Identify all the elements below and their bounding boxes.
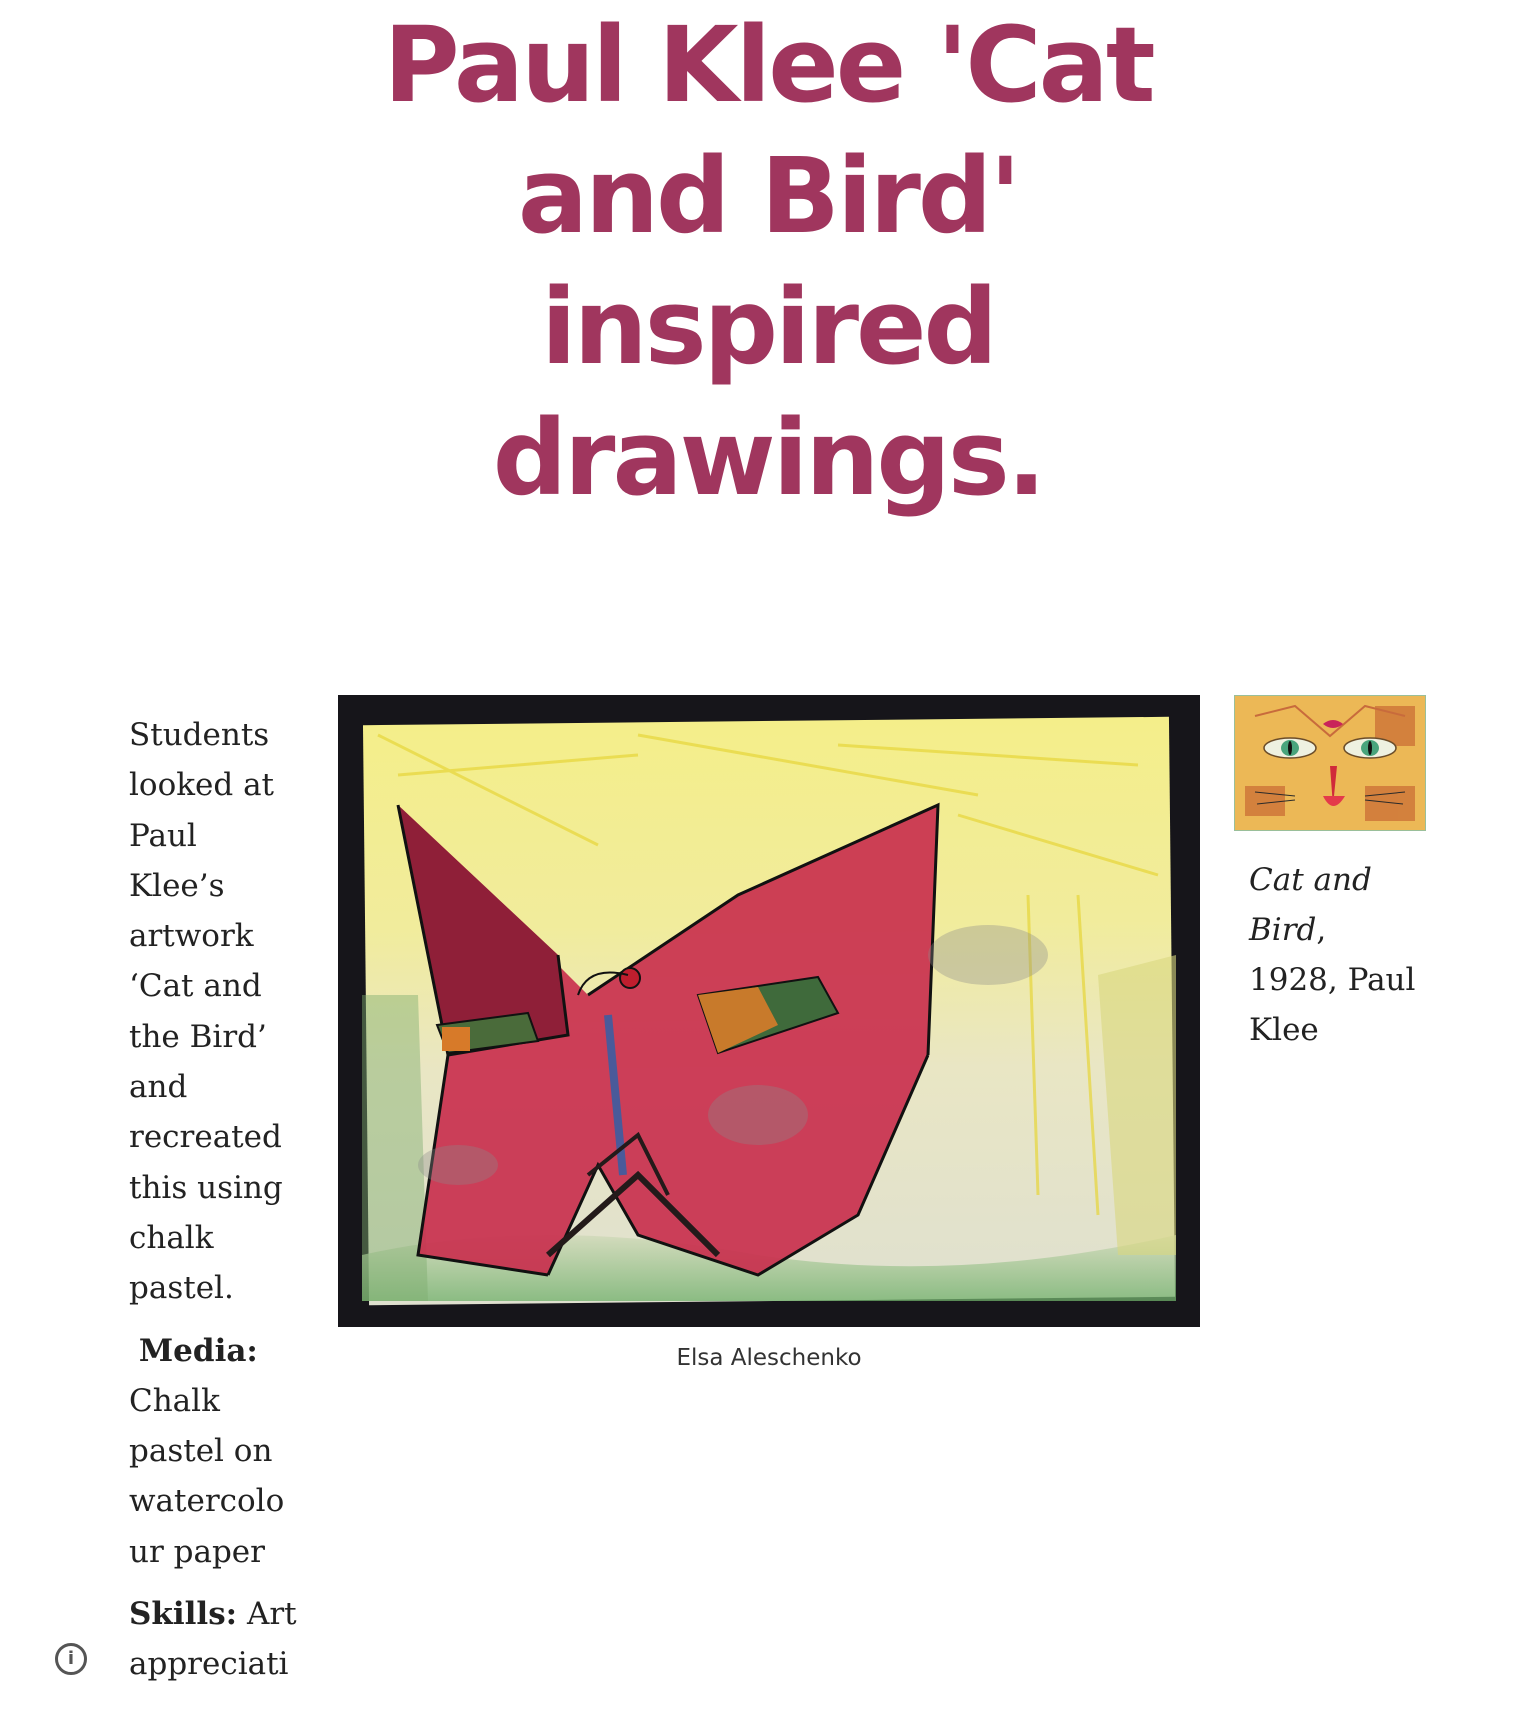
description-line: Klee’s bbox=[129, 867, 225, 904]
description-line: pastel. bbox=[129, 1270, 234, 1307]
description-line: the Bird’ bbox=[129, 1018, 267, 1055]
description-line: looked at bbox=[129, 767, 275, 804]
media-label: Media: bbox=[138, 1332, 258, 1369]
title-line-3: inspired bbox=[541, 266, 995, 388]
media-paragraph bbox=[129, 1326, 299, 1577]
reference-year: 1928, Paul bbox=[1249, 962, 1416, 998]
reference-artwork-drawing bbox=[1235, 696, 1425, 830]
reference-caption bbox=[1249, 855, 1429, 1055]
description-line: and bbox=[129, 1069, 188, 1106]
description-paragraph bbox=[129, 710, 299, 1314]
media-line: watercolo bbox=[129, 1483, 285, 1520]
artwork-caption: Elsa Aleschenko bbox=[676, 1345, 862, 1371]
description-line: Paul bbox=[129, 817, 197, 854]
description-line: chalk bbox=[129, 1219, 214, 1256]
skills-paragraph bbox=[129, 1589, 299, 1690]
title-line-2: and Bird' bbox=[517, 135, 1019, 257]
description-line: this using bbox=[129, 1169, 283, 1206]
description-line: artwork bbox=[129, 918, 254, 955]
info-icon[interactable]: i bbox=[55, 1643, 87, 1675]
page-title bbox=[0, 0, 1536, 524]
media-label-line bbox=[129, 1326, 299, 1376]
title-line-4: drawings. bbox=[492, 397, 1044, 519]
reference-artist: Klee bbox=[1249, 1012, 1319, 1048]
media-line: ur paper bbox=[129, 1533, 265, 1570]
media-line: Chalk bbox=[129, 1382, 220, 1419]
skills-text: Art bbox=[246, 1596, 297, 1633]
skills-line: appreciati bbox=[129, 1646, 289, 1683]
description-column bbox=[129, 710, 299, 1690]
student-artwork-drawing bbox=[338, 695, 1200, 1327]
reference-artwork-thumbnail[interactable] bbox=[1234, 695, 1426, 831]
title-line-1: Paul Klee 'Cat bbox=[383, 4, 1153, 126]
student-artwork-image[interactable] bbox=[338, 695, 1200, 1327]
description-line: Students bbox=[129, 717, 270, 753]
media-line: pastel on bbox=[129, 1433, 273, 1470]
skills-label: Skills: bbox=[129, 1596, 238, 1633]
reference-title-suffix: , bbox=[1316, 912, 1327, 948]
reference-title-line-1: Cat and bbox=[1249, 862, 1372, 898]
reference-title-line-2: Bird bbox=[1249, 912, 1317, 948]
description-line: recreated bbox=[129, 1119, 282, 1156]
description-line: ‘Cat and bbox=[129, 968, 262, 1005]
skills-label-line bbox=[129, 1589, 299, 1639]
